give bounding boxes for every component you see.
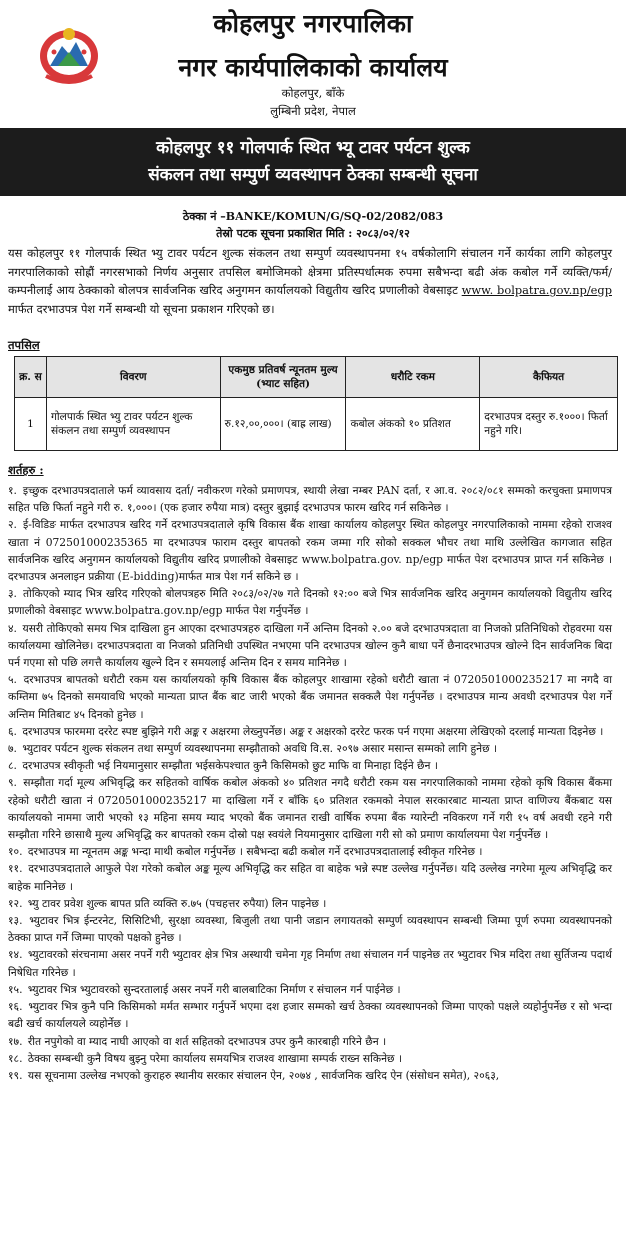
intro-text-1: यस कोहलपुर ११ गोलपार्क स्थित भ्यु टावर पर्यटन शुल्क संकलन तथा सम्पुर्ण व्यवस्थापनमा १५ वर्षकोलागि संचालन गर्ने कार्यका लागि कोहलपुर नगरपालिकाको सोह्रौं नगरसभाको निर्णय अनुसार तपसिल बमोजिमको क्षेत्रमा प्रतिस्पर्धात्मक रुपमा सबैभन्दा बढी अंक कबोल गर्ने व्यक्ति/फर्म/कम्पनीलाई आय ठेक्काको बोलपत्र सार्वजनिक खरिद अनुगमन कार्यालयको विद्युतीय खरिद प्रणालीको वेबसाइट: [8, 246, 612, 298]
condition-number: १४.: [8, 948, 23, 962]
condition-number: १८.: [8, 1051, 23, 1065]
condition-text: ठेक्का सम्बन्धी कुनै विषय बुझ्नु परेमा कार्यालय समयभित्र राजश्व शाखामा सम्पर्क राख्न सकिनेछ ।: [27, 1051, 402, 1065]
condition-number: १५.: [8, 982, 23, 996]
condition-item: [8, 1033, 612, 1050]
condition-item: [8, 843, 612, 860]
condition-number: १६.: [8, 1000, 23, 1014]
col-header-min-price: एकमुष्ठ प्रतिवर्ष न्यूनतम मुल्य (भ्याट सहित): [220, 357, 346, 398]
condition-item: [8, 895, 612, 912]
publish-date: तेस्रो पटक सूचना प्रकाशित मिति : २०८३/०२/१२: [216, 227, 410, 240]
condition-item: [8, 1050, 612, 1067]
notice-banner: [0, 128, 626, 196]
condition-item: [8, 1067, 612, 1084]
condition-text: दरभाउपत्रदाताले आफुले पेश गरेको कबोल अङ्क मूल्य अभिवृद्धि कर सहित वा बाहेक भन्ने स्पष्ट उल्लेख गर्नुपर्नेछ। यदि उल्लेख नगरेमा मूल्य अभिवृद्धि कर बाहेक मानिनेछ ।: [8, 862, 612, 893]
col-header-sn: क्र. स: [15, 357, 47, 398]
condition-text: दरभाउपत्र फारममा दररेट स्पष्ट बुझिने गरी अङ्क र अक्षरमा लेख्नुपर्नेछ। अङ्क र अक्षरको दररेट फरक पर्न गएमा अक्षरमा लेखिएको दरलाई मान्यता दिइनेछ ।: [22, 724, 604, 738]
condition-text: दरभाउपत्र मा न्यूनतम अङ्क भन्दा माथी कबोल गर्नुपर्नेछ । सबैभन्दा बढी कबोल गर्ने दरभाउपत्रदातालाई स्वीकृत गरिनेछ ।: [27, 845, 483, 859]
condition-item: [8, 998, 612, 1032]
banner-line2: संकलन तथा सम्पुर्ण व्यवस्थापन ठेक्का सम्बन्धी सूचना: [148, 165, 478, 185]
condition-item: [8, 671, 612, 723]
cell-min-price: रु.१२,००,०००। (बाह्र लाख): [220, 398, 346, 451]
schedule-heading: तपसिल: [8, 338, 40, 352]
office-title-line2: नगर कार्यपालिकाको कार्यालय: [178, 53, 448, 82]
condition-item: [8, 860, 612, 894]
condition-number: १०.: [8, 845, 23, 859]
condition-number: ५.: [8, 673, 17, 687]
condition-number: ७.: [8, 742, 17, 756]
reference-block: [0, 208, 626, 242]
condition-text: इच्छुक दरभाउपत्रदाताले फर्म व्यावसाय दर्ता/ नवीकरण गरेको प्रमाणपत्र, स्थायी लेखा नम्बर PAN दर्ता, र आ.व. २०८२/०८१ सम्मको करचुक्ता प्रमाणपत्र सहित पछि फिर्ता नहुने गरी रु. १,०००। (एक हजार रुपैया मात्र) दस्तुर बुझाई दरभाउपत्र फारम खरिद गर्न सकिनेछ ।: [8, 484, 612, 515]
condition-number: १२.: [8, 896, 23, 910]
condition-text: यस सूचनामा उल्लेख नभएको कुराहरु स्थानीय सरकार संचालन ऐन, २०७४ , सार्वजनिक खरिद ऐन (संसोधन समेत), २०६३,: [27, 1068, 500, 1082]
condition-text: भ्युटावरको संरचनामा असर नपर्ने गरी भ्युटावर क्षेत्र भित्र अस्थायी चमेना गृह निर्माण तथा संचालन गर्न पाइनेछ तर भ्युटावर भित्र मदिरा तथा सुर्तिजन्य पदार्थ निषेधित गरिनेछ ।: [8, 948, 613, 979]
condition-text: भ्युटावर भित्र कुनै पनि किसिमको मर्मत सम्भार गर्नुपर्ने भएमा दश हजार सम्मको खर्च ठेक्का व्यवस्थापनको जिम्मा पाएको पक्षले व्यहोर्नुपर्नेछ र सो भन्दा बढी खर्च कार्यालयले व्यहोर्नेछ ।: [8, 1000, 612, 1031]
condition-number: ३.: [8, 587, 17, 601]
condition-number: ९.: [8, 776, 17, 790]
header: [0, 0, 626, 128]
condition-item: [8, 620, 612, 672]
bolpatra-link[interactable]: www. bolpatra.gov.np/egp: [461, 283, 612, 298]
address-line1: कोहलपुर, बाँके: [281, 86, 345, 100]
condition-number: ४.: [8, 621, 17, 635]
condition-number: ६.: [8, 724, 17, 738]
condition-number: १७.: [8, 1034, 23, 1048]
address-line2: लुम्बिनी प्रदेश, नेपाल: [270, 104, 356, 118]
table-row: [15, 398, 618, 451]
condition-number: १.: [8, 484, 17, 497]
condition-item: [8, 946, 612, 980]
conditions-list: [8, 482, 612, 1084]
banner-line1: कोहलपुर ११ गोलपार्क स्थित भ्यू टावर पर्यटन शुल्क: [156, 138, 470, 158]
condition-number: १३.: [8, 914, 23, 928]
condition-number: २.: [8, 518, 17, 532]
condition-text: भ्युटावर पर्यटन शुल्क संकलन तथा सम्पुर्ण व्यवस्थापनमा सम्झौताको अवधि वि.स. २०९७ असार मसान्त सम्मको लागि हुनेछ ।: [22, 742, 498, 756]
cell-remarks: दरभाउपत्र दस्तुर रु.१०००। फिर्ता नहुने गरि।: [480, 398, 618, 451]
condition-item: [8, 482, 612, 516]
condition-item: [8, 585, 612, 619]
condition-text: रीत नपुगेको वा म्याद नाघी आएको वा शर्त सहितको दरभाउपत्र उपर कुनै कारबाही गरिने छैन ।: [27, 1034, 387, 1048]
conditions-heading: शर्तहरु :: [8, 463, 44, 477]
cell-deposit: कबोल अंकको १० प्रतिशत: [346, 398, 480, 451]
condition-number: ८.: [8, 759, 17, 773]
condition-item: [8, 774, 612, 843]
office-title-line1: कोहलपुर नगरपालिका: [213, 9, 413, 38]
condition-item: [8, 516, 612, 585]
condition-text: दरभाउपत्र बापतको धरौटी रकम यस कार्यालयको कृषि विकास बैंक कोहलपुर शाखामा रहेको धरौटी खाता नं 0720501000235217 मा नगदै वा कम्तिमा ७५ दिनको समयावधि भएको मान्यता प्राप्त बैंक बाट जारी भएको बैंक जमानत सक्कलै पेश गर्नुपर्नेछ । दरभाउपत्र मान्य अवधी दरभाउपत्र पेश गर्ने अन्तिम मितिबाट ४५ दिनको हुनेछ ।: [8, 673, 613, 721]
intro-text-2: मार्फत दरभाउपत्र पेश गर्ने सम्बन्धी यो सूचना प्रकाशन गरिएको छ।: [8, 301, 275, 316]
schedule-header-row: [15, 357, 618, 398]
col-header-description: विवरण: [46, 357, 220, 398]
condition-text: भ्युटावर भित्र ईन्टरनेट, सिसिटिभी, सुरक्षा व्यवस्था, बिजुली तथा पानी जडान लगायतको सम्पुर्ण व्यवस्थापन सम्बन्धी जिम्मा पूर्ण रुपमा व्यवस्थापनको ठेक्का प्राप्त गर्ने जिम्मा पाएको पक्षको हुनेछ ।: [8, 914, 612, 945]
condition-text: भ्यु टावर प्रवेश शुल्क बापत प्रति व्यक्ति रु.७५ (पचहत्तर रुपैया) लिन पाइनेछ ।: [27, 896, 327, 910]
condition-text: सम्झौता गर्दा मूल्य अभिवृद्धि कर सहितको वार्षिक कबोल अंकको ४० प्रतिशत नगदै धरौटी रकम यस नगरपालिकाको नाममा रहेको कृषि विकास बैंकमा रहेको धरौटी खाता नं 0720501000235217 मा दाखिला गर्ने र बाँकि ६० प्रतिशत रकमको नेपाल सरकारबाट मान्यता प्राप्त वाणिज्य बैंकबाट यस कार्यालयको नाममा जारी भएको १३ महिना समय म्याद भएको बैंक जमानत राखी वार्षिक रुपमा बैंक ग्यारेन्टी नविकरण गर्ने गरी १५ वर्ष अवधी रहने गरी सम्झौता गरिने छासाथै मुल्य अभिवृद्धि कर बापतको रकम दोस्रो पक्ष स्वयंले नियमानुसार दाखिला गरी सो को प्रमाण कार्यालयमा पेश गर्नुपर्नेछ ।: [8, 776, 612, 842]
condition-number: १९.: [8, 1068, 23, 1082]
schedule-table: [14, 356, 618, 451]
col-header-deposit: धरौटि रकम: [346, 357, 480, 398]
cell-sn: 1: [15, 398, 47, 451]
contract-number: ठेक्का नं –BANKE/KOMUN/G/SQ-02/2082/083: [182, 210, 444, 223]
col-header-remarks: कैफियत: [480, 357, 618, 398]
condition-text: भ्युटावर भित्र भ्युटावरको सुन्दरतालाई असर नपर्ने गरी बालबाटिका निर्माण र संचालन गर्न पाईनेछ ।: [27, 982, 401, 996]
condition-item: [8, 981, 612, 998]
condition-text: तोकिएको म्याद भित्र खरिद गरिएको बोलपत्रहरु मिति २०८३/०२/२७ गते दिनको १२:०० बजे भित्र सार्वजनिक खरिद अनुगमन कार्यालयको विद्युतीय खरिद प्रणालीको वेबसाइट www.bolpatra.gov.np/egp मार्फत पेश गर्नुपर्नेछ ।: [8, 587, 612, 618]
condition-text: ई-विडिङ मार्फत दरभाउपत्र खरिद गर्ने दरभाउपत्रदाताले कृषि विकास बैंक शाखा कार्यालय कोहलपुर स्थित कोहलपुर नगरपालिकाको नाममा रहेको राजश्व खाता नं 072501000235365 मा दरभाउपत्र फाराम दस्तुर बापतको रकम जम्मा गरि सोको सक्कल भौचर तथा माथि उल्लेखित कागजात सहित सार्वजनिक खरिद अनुगमन कार्यालयको विद्युतीय खरिद प्रणालीको वेबसाइट www.bolpatra.gov. np/egp मार्फत पेश दरभाउपत्र प्राप्त गर्न सकिनेछ । दरभाउपत्र अनलाइन प्रक्रीया (E-bidding)मार्फत मात्र पेश गर्न सकिने छ ।: [8, 518, 612, 584]
condition-item: [8, 723, 612, 740]
condition-item: [8, 912, 612, 946]
condition-item: [8, 740, 612, 757]
condition-text: दरभाउपत्र स्वीकृती भई नियमानुसार सम्झौता भईसकेपश्चात कुनै किसिमको छुट माफि वा मिनाहा दिईने छैन ।: [22, 759, 438, 773]
cell-description: गोलपार्क स्थित भ्यु टावर पर्यटन शुल्क संकलन तथा सम्पुर्ण व्यवस्थापन: [46, 398, 220, 451]
condition-item: [8, 757, 612, 774]
condition-number: ११.: [8, 862, 23, 876]
intro-paragraph: [8, 244, 612, 318]
condition-text: यसरी तोकिएको समय भित्र दाखिला हुन आएका दरभाउपत्रहरु दाखिला गर्ने अन्तिम दिनको २.०० बजे दरभाउपत्रदाता वा निजको प्रतिनिधिको रोहवरमा यस कार्यालयमा खोलिनेछ। दरभाउपत्रदाता वा निजको प्रतिनिधी उपस्थित नभएमा पनि दरभाउपत्र खोल्न कुनै बाधा पर्ने छैनादरभाउपत्र खोल्ने दिन सार्वजनिक बिदा पर्न गएमा सो पछि लगत्तै कार्यालय खुल्ने दिन र समयलाई अन्तिम दिन र समय मानिनेछ ।: [8, 621, 612, 670]
